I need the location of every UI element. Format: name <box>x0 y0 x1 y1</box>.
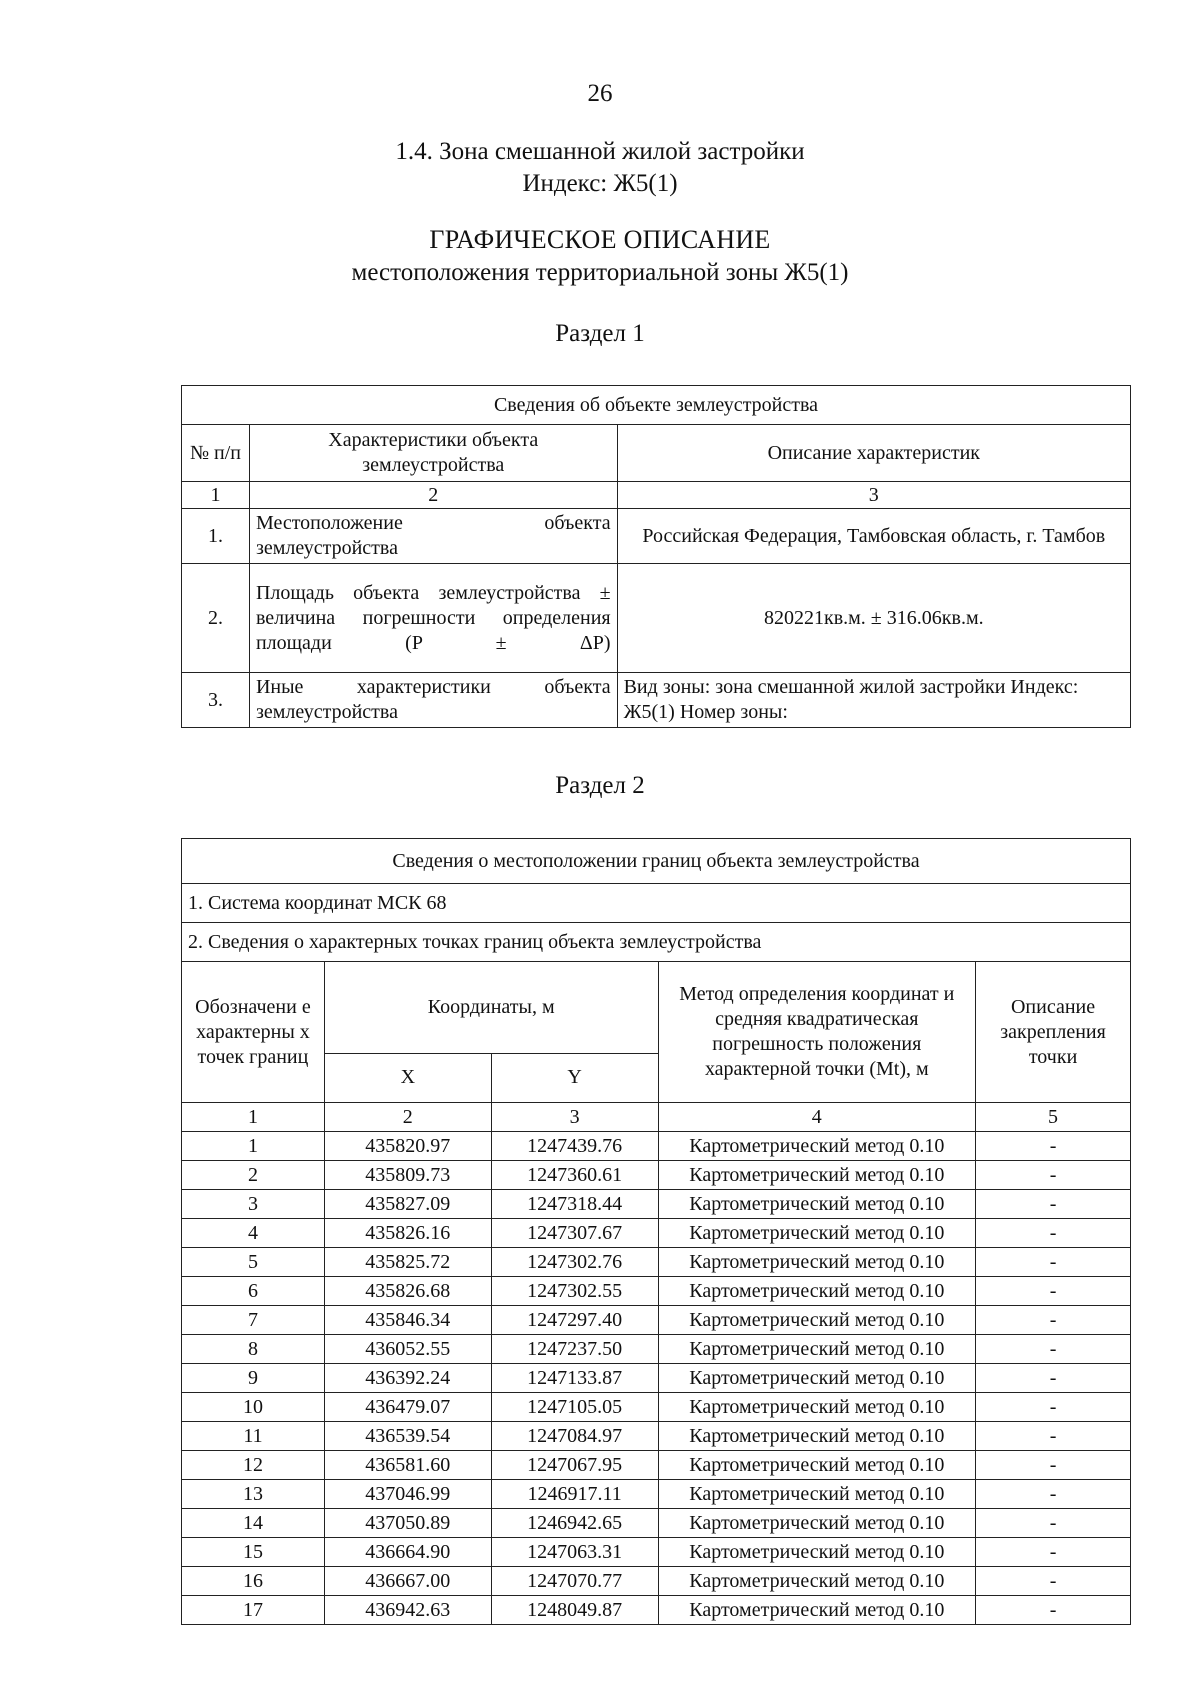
point-x: 436581.60 <box>324 1451 491 1480</box>
point-method: Картометрический метод 0.10 <box>658 1422 976 1451</box>
document-title: ГРАФИЧЕСКОЕ ОПИСАНИЕ <box>429 225 771 254</box>
column-number: 5 <box>976 1103 1131 1132</box>
header-num: № п/п <box>182 425 250 482</box>
header-x: X <box>324 1053 491 1102</box>
point-y: 1247302.55 <box>491 1277 658 1306</box>
point-x: 437050.89 <box>324 1509 491 1538</box>
point-fixing: - <box>976 1132 1131 1161</box>
point-y: 1247302.76 <box>491 1248 658 1277</box>
point-fixing: - <box>976 1277 1131 1306</box>
table-row <box>182 1219 1131 1248</box>
boundary-caption: Сведения о местоположении границ объекта землеустройства <box>182 839 1131 884</box>
point-number: 6 <box>182 1277 325 1306</box>
object-info-table <box>181 385 1131 728</box>
object-info-caption: Сведения об объекте землеустройства <box>182 386 1131 425</box>
point-x: 436479.07 <box>324 1393 491 1422</box>
point-number: 17 <box>182 1596 325 1625</box>
point-fixing: - <box>976 1248 1131 1277</box>
table-row <box>182 1248 1131 1277</box>
point-method: Картометрический метод 0.10 <box>658 1538 976 1567</box>
point-method: Картометрический метод 0.10 <box>658 1509 976 1538</box>
section-2-title: Раздел 2 <box>555 772 645 799</box>
table-row <box>182 564 1131 673</box>
coordinate-system: 1. Система координат МСК 68 <box>182 884 1131 923</box>
boundary-points-table <box>181 838 1131 1625</box>
point-fixing: - <box>976 1190 1131 1219</box>
table-row <box>182 1567 1131 1596</box>
header-coordinates: Координаты, м <box>324 962 658 1054</box>
point-fixing: - <box>976 1451 1131 1480</box>
point-y: 1247307.67 <box>491 1219 658 1248</box>
point-fixing: - <box>976 1596 1131 1625</box>
point-x: 436664.90 <box>324 1538 491 1567</box>
header-y: Y <box>491 1053 658 1102</box>
point-y: 1247133.87 <box>491 1364 658 1393</box>
point-fixing: - <box>976 1364 1131 1393</box>
table-row <box>182 1335 1131 1364</box>
point-x: 437046.99 <box>324 1480 491 1509</box>
point-method: Картометрический метод 0.10 <box>658 1219 976 1248</box>
table-row <box>182 1596 1131 1625</box>
table-row <box>182 673 1131 728</box>
document-subtitle: местоположения территориальной зоны Ж5(1) <box>351 259 849 286</box>
table-row <box>182 1422 1131 1451</box>
point-number: 12 <box>182 1451 325 1480</box>
point-y: 1247067.95 <box>491 1451 658 1480</box>
point-method: Картометрический метод 0.10 <box>658 1161 976 1190</box>
point-y: 1247297.40 <box>491 1306 658 1335</box>
zone-index: Индекс: Ж5(1) <box>522 170 678 197</box>
point-method: Картометрический метод 0.10 <box>658 1480 976 1509</box>
point-fixing: - <box>976 1335 1131 1364</box>
point-number: 14 <box>182 1509 325 1538</box>
point-x: 435825.72 <box>324 1248 491 1277</box>
page-number: 26 <box>587 80 613 107</box>
point-number: 7 <box>182 1306 325 1335</box>
table-row <box>182 1364 1131 1393</box>
point-x: 436052.55 <box>324 1335 491 1364</box>
point-method: Картометрический метод 0.10 <box>658 1393 976 1422</box>
table-row <box>182 509 1131 564</box>
point-x: 435826.16 <box>324 1219 491 1248</box>
row-num: 3. <box>182 673 250 728</box>
point-fixing: - <box>976 1306 1131 1335</box>
table-row <box>182 1190 1131 1219</box>
column-number: 2 <box>324 1103 491 1132</box>
row-description: 820221кв.м. ± 316.06кв.м. <box>617 564 1130 673</box>
point-method: Картометрический метод 0.10 <box>658 1277 976 1306</box>
point-number: 9 <box>182 1364 325 1393</box>
header-description: Описание характеристик <box>617 425 1130 482</box>
table-row <box>182 1132 1131 1161</box>
point-fixing: - <box>976 1538 1131 1567</box>
point-method: Картометрический метод 0.10 <box>658 1596 976 1625</box>
point-y: 1247439.76 <box>491 1132 658 1161</box>
point-y: 1247063.31 <box>491 1538 658 1567</box>
point-method: Картометрический метод 0.10 <box>658 1190 976 1219</box>
point-number: 8 <box>182 1335 325 1364</box>
column-number: 2 <box>249 482 617 509</box>
point-fixing: - <box>976 1161 1131 1190</box>
header-designation: Обозначени е характерны х точек границ <box>182 962 325 1103</box>
column-number: 1 <box>182 482 250 509</box>
point-fixing: - <box>976 1393 1131 1422</box>
column-number: 3 <box>617 482 1130 509</box>
point-x: 435826.68 <box>324 1277 491 1306</box>
point-fixing: - <box>976 1509 1131 1538</box>
point-number: 2 <box>182 1161 325 1190</box>
point-fixing: - <box>976 1480 1131 1509</box>
row-description: Российская Федерация, Тамбовская область, г. Тамбов <box>617 509 1130 564</box>
point-method: Картометрический метод 0.10 <box>658 1567 976 1596</box>
point-y: 1247070.77 <box>491 1567 658 1596</box>
point-fixing: - <box>976 1567 1131 1596</box>
table-row <box>182 1306 1131 1335</box>
zone-title: 1.4. Зона смешанной жилой застройки <box>395 138 805 165</box>
row-characteristic: Иные характеристики объекта землеустройства <box>249 673 617 728</box>
point-method: Картометрический метод 0.10 <box>658 1132 976 1161</box>
point-fixing: - <box>976 1219 1131 1248</box>
point-x: 435827.09 <box>324 1190 491 1219</box>
point-method: Картометрический метод 0.10 <box>658 1451 976 1480</box>
point-y: 1247237.50 <box>491 1335 658 1364</box>
point-x: 435809.73 <box>324 1161 491 1190</box>
points-caption: 2. Сведения о характерных точках границ объекта землеустройства <box>182 923 1131 962</box>
point-number: 4 <box>182 1219 325 1248</box>
point-number: 3 <box>182 1190 325 1219</box>
row-num: 1. <box>182 509 250 564</box>
table-row <box>182 1393 1131 1422</box>
point-number: 1 <box>182 1132 325 1161</box>
point-y: 1246942.65 <box>491 1509 658 1538</box>
point-number: 16 <box>182 1567 325 1596</box>
point-number: 15 <box>182 1538 325 1567</box>
column-number: 3 <box>491 1103 658 1132</box>
point-method: Картометрический метод 0.10 <box>658 1364 976 1393</box>
point-number: 11 <box>182 1422 325 1451</box>
point-fixing: - <box>976 1422 1131 1451</box>
point-x: 436667.00 <box>324 1567 491 1596</box>
point-number: 5 <box>182 1248 325 1277</box>
row-description: Вид зоны: зона смешанной жилой застройки Индекс: Ж5(1) Номер зоны: <box>617 673 1130 728</box>
point-y: 1248049.87 <box>491 1596 658 1625</box>
point-number: 13 <box>182 1480 325 1509</box>
point-y: 1247105.05 <box>491 1393 658 1422</box>
table-row <box>182 1451 1131 1480</box>
header-characteristic: Характеристики объекта землеустройства <box>249 425 617 482</box>
section-1-title: Раздел 1 <box>555 320 645 347</box>
point-x: 436539.54 <box>324 1422 491 1451</box>
row-characteristic: Площадь объекта землеустройства ± величина погрешности определения площади (P ± ΔP) <box>249 564 617 673</box>
point-y: 1247084.97 <box>491 1422 658 1451</box>
point-y: 1247360.61 <box>491 1161 658 1190</box>
point-method: Картометрический метод 0.10 <box>658 1306 976 1335</box>
table-row <box>182 1277 1131 1306</box>
header-method: Метод определения координат и средняя квадратическая погрешность положения характерной точки (Mt), м <box>658 962 976 1103</box>
table-row <box>182 1538 1131 1567</box>
point-method: Картометрический метод 0.10 <box>658 1248 976 1277</box>
point-y: 1247318.44 <box>491 1190 658 1219</box>
row-num: 2. <box>182 564 250 673</box>
point-y: 1246917.11 <box>491 1480 658 1509</box>
point-x: 435846.34 <box>324 1306 491 1335</box>
table-row <box>182 1509 1131 1538</box>
column-number: 1 <box>182 1103 325 1132</box>
table-row <box>182 1161 1131 1190</box>
row-characteristic: Местоположение объекта землеустройства <box>249 509 617 564</box>
table-row <box>182 1480 1131 1509</box>
point-x: 435820.97 <box>324 1132 491 1161</box>
point-method: Картометрический метод 0.10 <box>658 1335 976 1364</box>
point-x: 436942.63 <box>324 1596 491 1625</box>
point-number: 10 <box>182 1393 325 1422</box>
column-number: 4 <box>658 1103 976 1132</box>
point-x: 436392.24 <box>324 1364 491 1393</box>
header-fixing: Описание закрепления точки <box>976 962 1131 1103</box>
points-body <box>182 1132 1131 1625</box>
